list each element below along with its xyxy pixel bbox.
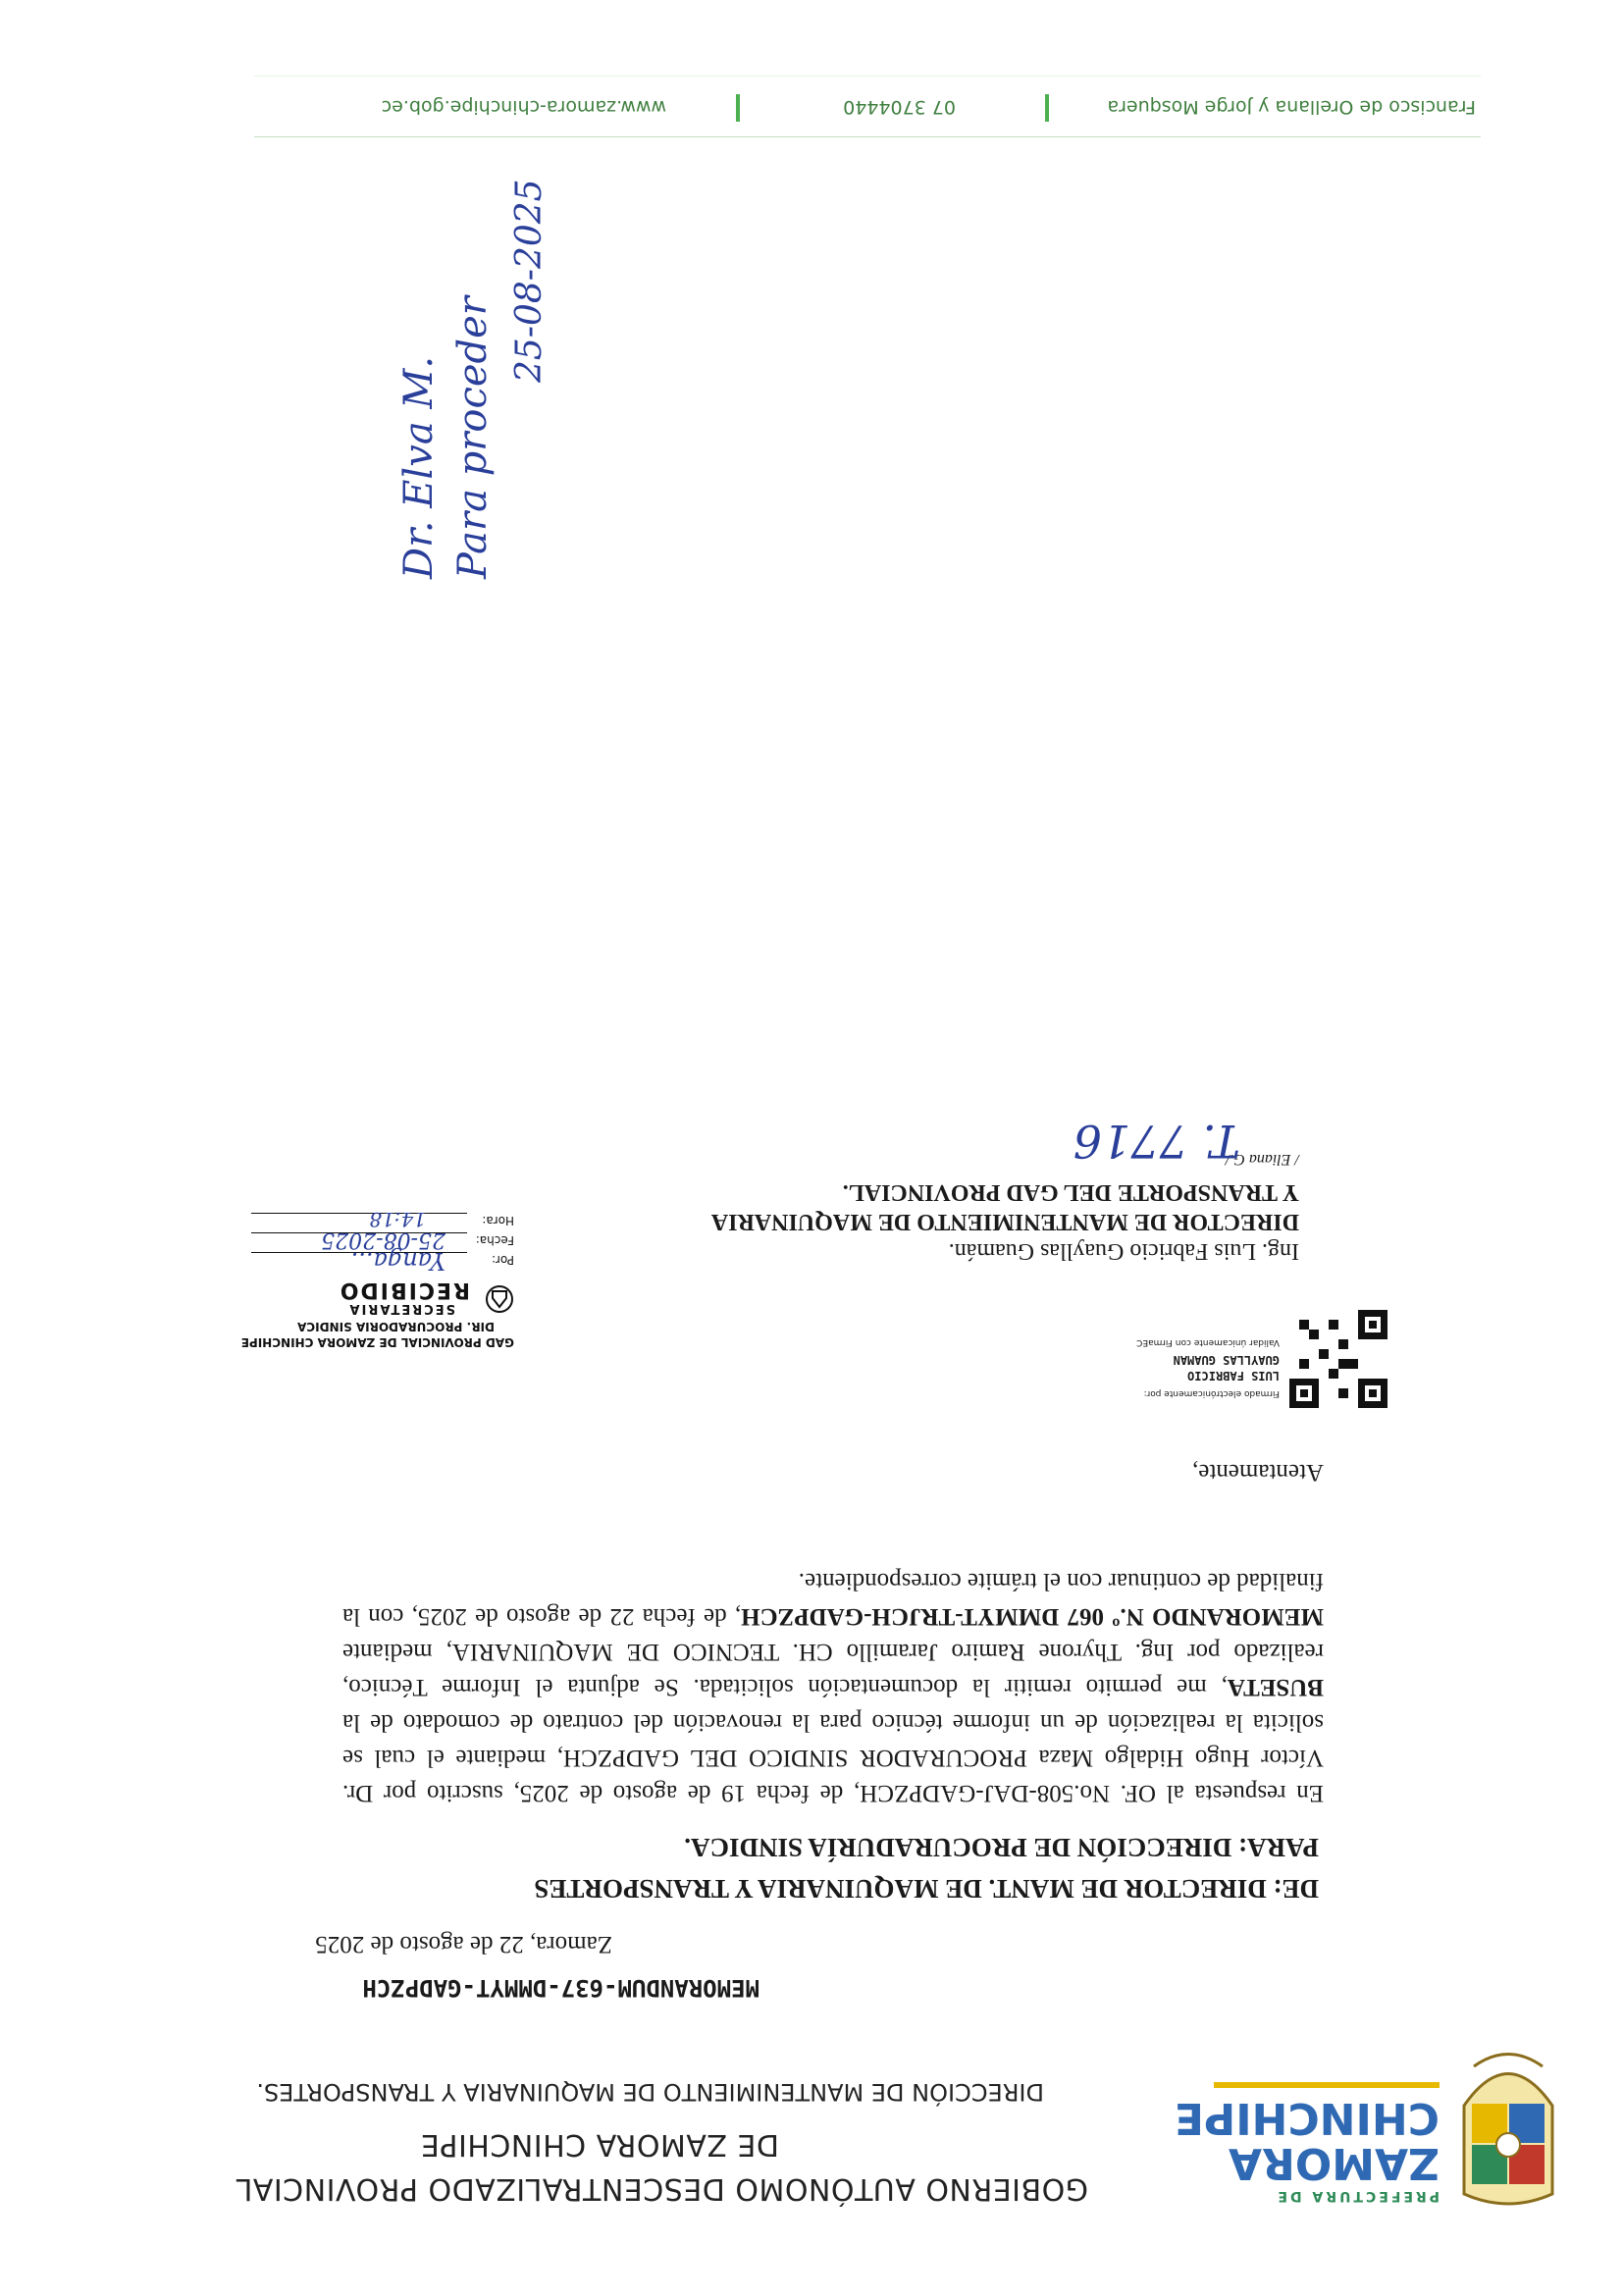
stamp-hora-value: 14:18 — [369, 1208, 426, 1231]
signer-name: Ing. Luis Fabricio Guayllas Guamán. — [948, 1238, 1299, 1264]
stamp-hora-label: Hora: — [482, 1214, 514, 1227]
stamp-line3: SECRETARIA — [347, 1301, 455, 1316]
qr-signer-name2: GUAYLLAS GUAMAN — [1173, 1353, 1280, 1367]
stamp-line1: GAD PROVINCIAL DE ZAMORA CHINCHIPE — [240, 1335, 514, 1349]
qr-caption-signed: Firmado electrónicamente por: — [1143, 1388, 1280, 1398]
stamp-por-label: Por: — [492, 1253, 514, 1267]
header-subtitle: DIRECCIÓN DE MANTENIMIENTO DE MAQUINARIA Y TRANSPORTES. — [256, 2078, 1044, 2106]
memo-body-part1: En respuesta al OF. No.508-DAJ-GADPZCH, de fecha 19 de agosto de 2025, suscrito por Dr. Víctor Hugo Hidalgo Maza PROCURADOR SINDICO DEL GADPZCH, mediante el cual se solicita la realización de un informe técnico para la renovación del contrato de comodato de la — [342, 1709, 1324, 1806]
handwritten-tracking-code: T. 7716 — [1073, 1115, 1240, 1168]
prefectura-logo — [1174, 2027, 1562, 2214]
handwritten-note-line1: Dr. Elva M. — [396, 355, 442, 579]
qr-signer-name1: LUIS FABRICIO — [1187, 1369, 1280, 1383]
stamp-fecha-label: Fecha: — [475, 1233, 514, 1247]
memo-date: Zamora, 22 de agosto de 2025 — [315, 1931, 612, 1957]
qr-caption-validate: Validar únicamente con FirmaEC — [1136, 1337, 1280, 1347]
header-title-line1: GOBIERNO AUTÓNOMO DESCENTRALIZADO PROVINCIAL — [236, 2171, 1088, 2206]
stamp-fecha-value: 25-08-2025 — [321, 1227, 445, 1252]
stamp-por-value: Yanga... — [350, 1247, 445, 1275]
memo-number: MEMORANDUM-637-DMMYT-GADPZCH — [362, 1974, 759, 2002]
qr-code-icon — [1289, 1310, 1387, 1408]
stamp-line4: RECIBIDO — [338, 1278, 470, 1302]
signer-role-line2: Y TRANSPORTE DEL GAD PROVINCIAL. — [842, 1179, 1299, 1205]
memo-from: DE: DIRECTOR DE MANT. DE MAQUINARIA Y TRANSPORTES — [534, 1874, 1319, 1904]
handwritten-note-line3: 25-08-2025 — [509, 179, 550, 383]
footer-separator-1 — [1045, 94, 1049, 122]
memo-body-bold2: MEMORANDO N.º 067 DMMYT-TRJCH-GADPZCH — [741, 1603, 1324, 1630]
coat-of-arms-icon — [1454, 2037, 1562, 2214]
footer-address: Francisco de Orellana y Jorge Mosquera — [1107, 96, 1476, 118]
stamp-line2: DIR. PROCURADORIA SINDICA — [297, 1320, 495, 1333]
stamp-line-hora — [251, 1213, 467, 1214]
footer-rule — [254, 136, 1481, 137]
logo-underline — [1214, 2082, 1440, 2088]
logo-small-text: PREFECTURA DE — [1275, 2188, 1440, 2204]
handwritten-note-line2: Para proceder — [450, 296, 496, 579]
handwritten-note — [396, 0, 593, 579]
memo-to: PARA: DIRECCIÓN DE PROCURADURÍA SINDICA. — [684, 1833, 1319, 1862]
signer-role-line1: DIRECTOR DE MANTENIMIENTO DE MAQUINARIA — [710, 1209, 1299, 1234]
header-title-line2: DE ZAMORA CHINCHIPE — [420, 2127, 779, 2162]
memo-body-part2: , me permito remitir la documentación solicitada. Se adjunta el Informe Técnico, realizado por Ing. Thyrone Ramiro Jaramillo CH. TECNICO DE MAQUINARIA, mediante — [342, 1639, 1324, 1700]
memo-body — [342, 1563, 1324, 1810]
gad-seal-icon — [485, 1284, 514, 1314]
memo-body-part3: , de fecha 22 de agosto de 2025, con la finalidad de continuar con el trámite correspondiente. — [341, 1568, 1324, 1630]
qr-signature-block — [956, 1300, 1387, 1408]
received-stamp — [239, 1202, 514, 1349]
footer-website[interactable]: www.zamora-chinchipe.gob.ec — [381, 96, 666, 118]
logo-word-chinchipe: CHINCHIPE — [1174, 2093, 1440, 2143]
signer-initials: / Eliana G./. — [1221, 1151, 1299, 1168]
footer-separator-2 — [736, 94, 740, 122]
memo-body-bold1: BUSETA — [1227, 1674, 1324, 1700]
footer-rule-bottom — [254, 76, 1481, 77]
memo-closing: Atentamente, — [1192, 1459, 1324, 1486]
footer-phone: 07 3704440 — [843, 96, 956, 118]
logo-word-zamora: ZAMORA — [1228, 2138, 1440, 2188]
